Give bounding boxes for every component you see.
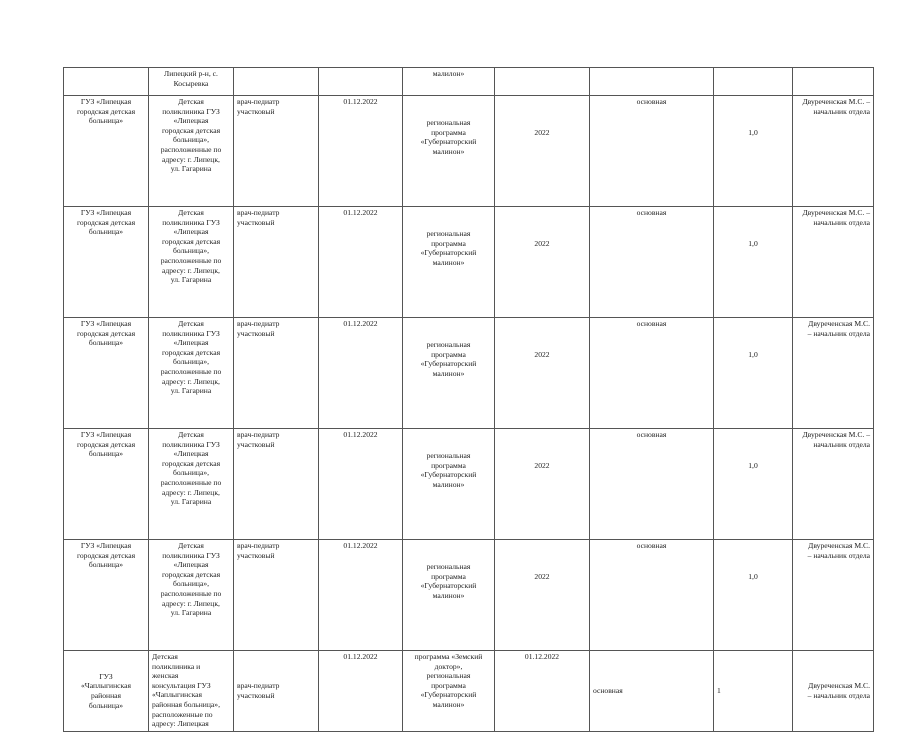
program-cell bbox=[403, 207, 495, 318]
responsible-text: Двуреченская М.С. – начальник отдела bbox=[802, 97, 870, 116]
position-cell bbox=[234, 651, 319, 732]
position-text: врач-педиатр участковый bbox=[237, 97, 280, 116]
rate-text: 1,0 bbox=[748, 350, 758, 359]
responsible-cell bbox=[793, 96, 874, 207]
program-cell bbox=[403, 540, 495, 651]
org-cell bbox=[64, 540, 149, 651]
program-text: программа «Земский доктор», региональная программа «Губернаторский малинон» bbox=[414, 652, 483, 709]
rate-cell bbox=[714, 207, 793, 318]
org-cell bbox=[64, 207, 149, 318]
rate-cell bbox=[714, 540, 793, 651]
type-cell bbox=[590, 318, 714, 429]
org-text: ГУЗ «Липецкая городская детская больница» bbox=[76, 319, 136, 348]
org-text: ГУЗ «Липецкая городская детская больница» bbox=[76, 541, 136, 570]
type-cell bbox=[590, 68, 714, 96]
address-cell bbox=[149, 651, 234, 732]
responsible-cell bbox=[793, 651, 874, 732]
type-text: основная bbox=[593, 686, 623, 696]
responsible-text: Двуреченская М.С. – начальник отдела bbox=[807, 541, 870, 560]
date-text: 01.12.2022 bbox=[343, 652, 378, 661]
date-text: 01.12.2022 bbox=[343, 208, 378, 217]
date-cell bbox=[319, 207, 403, 318]
table-row bbox=[64, 68, 874, 96]
org-cell bbox=[64, 96, 149, 207]
year-cell bbox=[495, 318, 590, 429]
date-cell bbox=[319, 429, 403, 540]
position-cell bbox=[234, 318, 319, 429]
type-cell bbox=[590, 207, 714, 318]
program-cell bbox=[403, 429, 495, 540]
org-text: ГУЗ «Липецкая городская детская больница» bbox=[76, 430, 136, 459]
position-text: врач-педиатр участковый bbox=[237, 430, 280, 449]
table-row bbox=[64, 651, 874, 732]
year-cell bbox=[495, 540, 590, 651]
program-text: региональная программа «Губернаторский малинон» bbox=[420, 118, 477, 156]
address-cell bbox=[149, 318, 234, 429]
responsible-cell bbox=[793, 540, 874, 651]
address-text: Детская поликлиника ГУЗ «Липецкая городская детская больница», расположенные по адресу: г. Липецк, ул. Гагарина bbox=[160, 430, 222, 507]
type-cell bbox=[590, 540, 714, 651]
vacancy-table bbox=[63, 67, 874, 732]
program-text: региональная программа «Губернаторский малинон» bbox=[420, 562, 477, 600]
type-cell bbox=[590, 429, 714, 540]
program-text: региональная программа «Губернаторский малинон» bbox=[420, 340, 477, 378]
date-cell bbox=[319, 68, 403, 96]
address-cell: Липецкий р-н, с. Косыревка bbox=[149, 68, 234, 96]
year-cell bbox=[495, 96, 590, 207]
org-cell bbox=[64, 318, 149, 429]
table-body bbox=[64, 68, 874, 732]
rate-text: 1,0 bbox=[748, 239, 758, 248]
date-text: 01.12.2022 bbox=[343, 430, 378, 439]
org-text: ГУЗ «Липецкая городская детская больница» bbox=[76, 208, 136, 237]
position-text: врач-педиатр участковый bbox=[237, 681, 280, 700]
year-text: 2022 bbox=[534, 461, 550, 470]
program-cell bbox=[403, 318, 495, 429]
address-cell bbox=[149, 207, 234, 318]
position-cell bbox=[234, 96, 319, 207]
address-text: Детская поликлиника ГУЗ «Липецкая городская детская больница», расположенные по адресу: г. Липецк, ул. Гагарина bbox=[160, 319, 222, 396]
position-cell bbox=[234, 540, 319, 651]
position-cell bbox=[234, 207, 319, 318]
year-cell bbox=[495, 68, 590, 96]
position-text: врач-педиатр участковый bbox=[237, 208, 280, 227]
address-cell bbox=[149, 96, 234, 207]
table-row bbox=[64, 429, 874, 540]
date-cell bbox=[319, 318, 403, 429]
year-cell bbox=[495, 207, 590, 318]
year-text: 2022 bbox=[534, 350, 550, 359]
responsible-cell bbox=[793, 68, 874, 96]
org-text: ГУЗ «Чаплыгинская районная больница» bbox=[80, 671, 131, 710]
type-text: основная bbox=[636, 208, 667, 217]
table-row bbox=[64, 540, 874, 651]
responsible-cell bbox=[793, 207, 874, 318]
responsible-text: Двуреченская М.С. – начальник отдела bbox=[802, 208, 870, 227]
responsible-text: Двуреченская М.С. – начальник отдела bbox=[807, 681, 870, 700]
responsible-cell bbox=[793, 318, 874, 429]
position-text: врач-педиатр участковый bbox=[237, 541, 280, 560]
position-cell bbox=[234, 429, 319, 540]
rate-cell bbox=[714, 651, 793, 732]
program-cell: малилон» bbox=[403, 68, 495, 96]
address-text: Детская поликлиника ГУЗ «Липецкая городская детская больница», расположенные по адресу: г. Липецк, ул. Гагарина bbox=[160, 97, 222, 174]
rate-text: 1,0 bbox=[748, 128, 758, 137]
rate-cell bbox=[714, 68, 793, 96]
address-cell bbox=[149, 540, 234, 651]
date-text: 01.12.2022 bbox=[343, 319, 378, 328]
position-text: врач-педиатр участковый bbox=[237, 319, 280, 338]
date-cell bbox=[319, 651, 403, 732]
position-cell bbox=[234, 68, 319, 96]
program-text: региональная программа «Губернаторский малинон» bbox=[420, 229, 477, 267]
table-row bbox=[64, 318, 874, 429]
year-text: 2022 bbox=[534, 239, 550, 248]
rate-text: 1,0 bbox=[748, 572, 758, 581]
program-cell bbox=[403, 651, 495, 732]
date-text: 01.12.2022 bbox=[343, 97, 378, 106]
address-cell bbox=[149, 429, 234, 540]
address-text: Детская поликлиника ГУЗ «Липецкая городская детская больница», расположенные по адресу: г. Липецк, ул. Гагарина bbox=[160, 208, 222, 285]
org-text: ГУЗ «Липецкая городская детская больница» bbox=[76, 97, 136, 126]
year-cell bbox=[495, 651, 590, 732]
program-cell bbox=[403, 96, 495, 207]
rate-cell bbox=[714, 96, 793, 207]
program-text: региональная программа «Губернаторский малинон» bbox=[420, 451, 477, 489]
year-text: 01.12.2022 bbox=[524, 652, 560, 661]
responsible-text: Двуреченская М.С. – начальник отдела bbox=[807, 319, 870, 338]
table-row bbox=[64, 96, 874, 207]
address-text: Детская поликлиника и женская консультация ГУЗ «Чаплыгинская районная больница», расположенные по адресу: Липецкая bbox=[152, 652, 220, 729]
year-text: 2022 bbox=[534, 128, 550, 137]
date-cell bbox=[319, 96, 403, 207]
date-cell bbox=[319, 540, 403, 651]
type-text: основная bbox=[636, 430, 667, 439]
rate-text: 1,0 bbox=[748, 461, 758, 470]
type-cell bbox=[590, 651, 714, 732]
date-text: 01.12.2022 bbox=[343, 541, 378, 550]
responsible-text: Двуреченская М.С. – начальник отдела bbox=[802, 430, 870, 449]
year-cell bbox=[495, 429, 590, 540]
rate-text: 1 bbox=[717, 686, 721, 696]
type-text: основная bbox=[636, 319, 667, 328]
address-text: Детская поликлиника ГУЗ «Липецкая городская детская больница», расположенные по адресу: г. Липецк, ул. Гагарина bbox=[160, 541, 222, 618]
type-text: основная bbox=[636, 541, 667, 550]
org-cell bbox=[64, 68, 149, 96]
rate-cell bbox=[714, 318, 793, 429]
responsible-cell bbox=[793, 429, 874, 540]
org-cell bbox=[64, 651, 149, 732]
table-row bbox=[64, 207, 874, 318]
org-cell bbox=[64, 429, 149, 540]
year-text: 2022 bbox=[534, 572, 550, 581]
type-text: основная bbox=[636, 97, 667, 106]
rate-cell bbox=[714, 429, 793, 540]
type-cell bbox=[590, 96, 714, 207]
